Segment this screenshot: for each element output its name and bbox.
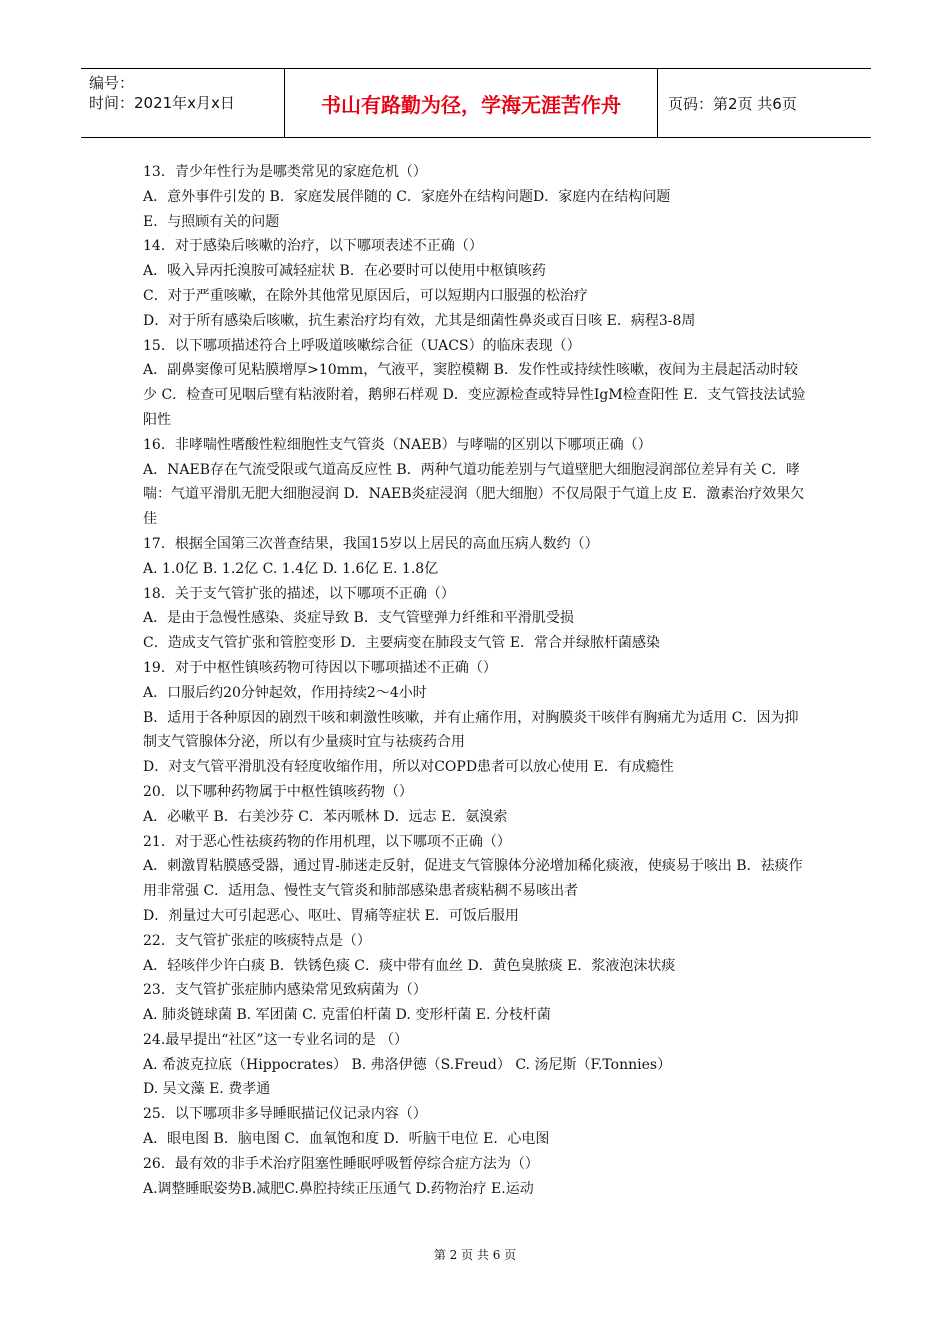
text-line: 20．以下哪种药物属于中枢性镇咳药物（） [143, 783, 413, 800]
header-motto: 书山有路勤为径，学海无涯苦作舟 [285, 69, 658, 137]
question-body [143, 160, 811, 1201]
text-line: 24.最早提出“社区”这一专业名词的是 （） [143, 1031, 409, 1048]
text-line: D．剂量过大可引起恶心、呕吐、胃痛等症状 E．可饭后服用 [143, 907, 519, 924]
text-line: 19．对于中枢性镇咳药物可待因以下哪项描述不正确（） [143, 659, 497, 676]
text-line: A．意外事件引发的 B．家庭发展伴随的 C．家庭外在结构问题D．家庭内在结构问题 [143, 188, 671, 205]
text-line: A．是由于急慢性感染、炎症导致 B．支气管壁弹力纤维和平滑肌受损 [143, 610, 574, 627]
text-line: 21．对于恶心性祛痰药物的作用机理，以下哪项不正确（） [143, 833, 511, 850]
page-header [81, 68, 871, 138]
text-line: A．轻咳伴少许白痰 B．铁锈色痰 C．痰中带有血丝 D．黄色臭脓痰 E．浆液泡沫状痰 [143, 957, 676, 974]
code-label: 编号： [89, 74, 135, 92]
date-label: 时间：2021年x月x日 [89, 94, 235, 112]
text-line: C．对于严重咳嗽，在除外其他常见原因后，可以短期内口服强的松治疗 [143, 287, 588, 304]
header-page-number: 页码：第2页 共6页 [668, 94, 797, 113]
text-line: 17．根据全国第三次普查结果，我国15岁以上居民的高血压病人数约（） [143, 535, 599, 552]
text-line: 25．以下哪项非多导睡眠描记仪记录内容（） [143, 1106, 427, 1123]
page-footer: 第 2 页 共 6 页 [433, 1248, 517, 1262]
text-line: 26．最有效的非手术治疗阻塞性睡眠呼吸暂停综合症方法为（） [143, 1155, 539, 1172]
text-line: A．必嗽平 B．右美沙芬 C．苯丙哌林 D．远志 E．氨溴索 [143, 808, 508, 825]
header-meta [81, 69, 285, 137]
text-line: A．刺激胃粘膜感受器，通过胃-肺迷走反射，促进支气管腺体分泌增加稀化痰液，使痰易于咳出 B．祛痰作用非常强 C．适用急、慢性支气管炎和肺部感染患者痰粘稠不易咳出者 [143, 858, 803, 900]
text-line: 13．青少年性行为是哪类常见的家庭危机（） [143, 164, 427, 180]
text-line: 22．支气管扩张症的咳痰特点是（） [143, 932, 371, 949]
text-line: 16．非哮喘性嗜酸性粒细胞性支气管炎（NAEB）与哮喘的区别以下哪项正确（） [143, 436, 652, 453]
text-line: D．对支气管平滑肌没有轻度收缩作用，所以对COPD患者可以放心使用 E．有成瘾性 [143, 759, 674, 776]
text-line: B．适用于各种原因的剧烈干咳和刺激性咳嗽，并有止痛作用，对胸膜炎干咳伴有胸痛尤为适用 C．因为抑制支气管腺体分泌，所以有少量痰时宜与祛痰药合用 [143, 709, 799, 751]
text-line: 14．对于感染后咳嗽的治疗，以下哪项表述不正确（） [143, 238, 483, 255]
text-line: A. 1.0亿 B. 1.2亿 C. 1.4亿 D. 1.6亿 E. 1.8亿 [143, 560, 439, 577]
text-line: A. 肺炎链球菌 B. 军团菌 C. 克雷伯杆菌 D. 变形杆菌 E. 分枝杆菌 [143, 1007, 551, 1024]
text-line: D. 吴文藻 E. 费孝通 [143, 1081, 271, 1098]
text-line: 23．支气管扩张症肺内感染常见致病菌为（） [143, 982, 427, 999]
text-line: A．NAEB存在气流受限或气道高反应性 B．两种气道功能差别与气道壁肥大细胞浸润部位差异有关 C．哮喘：气道平滑肌无肥大细胞浸润 D．NAEB炎症浸润（肥大细胞）不仅局限于气道上皮 E．激素治疗效果欠佳 [143, 461, 805, 528]
text-line: A．吸入异丙托溴胺可减轻症状 B．在必要时可以使用中枢镇咳药 [143, 263, 546, 280]
text-line: 15．以下哪项描述符合上呼吸道咳嗽综合征（UACS）的临床表现（） [143, 337, 581, 354]
text-line: C．造成支气管扩张和管腔变形 D．主要病变在肺段支气管 E．常合并绿脓杆菌感染 [143, 635, 661, 652]
text-line: A．眼电图 B．脑电图 C．血氧饱和度 D．听脑干电位 E．心电图 [143, 1131, 550, 1148]
text-line: A．口服后约20分钟起效，作用持续2～4小时 [143, 684, 427, 701]
text-line: A.调整睡眠姿势B.减肥C.鼻腔持续正压通气 D.药物治疗 E.运动 [143, 1180, 534, 1197]
text-line: A. 希波克拉底（Hippocrates） B. 弗洛伊德（S.Freud） C. 汤尼斯（F.Tonnies） [143, 1056, 672, 1073]
text-line: D．对于所有感染后咳嗽，抗生素治疗均有效，尤其是细菌性鼻炎或百日咳 E．病程3-8周 [143, 312, 696, 329]
text-line: A．副鼻窦像可见粘膜增厚>10mm，气液平，窦腔模糊 B．发作性或持续性咳嗽，夜间为主晨起活动时较少 C．检查可见咽后壁有粘液附着，鹅卵石样观 D．变应源检查或特异性IgM检查阳性 E．支气管技法试验阳性 [143, 362, 806, 428]
text-line: 18．关于支气管扩张的描述，以下哪项不正确（） [143, 585, 455, 602]
text-line: E．与照顾有关的问题 [143, 213, 280, 230]
